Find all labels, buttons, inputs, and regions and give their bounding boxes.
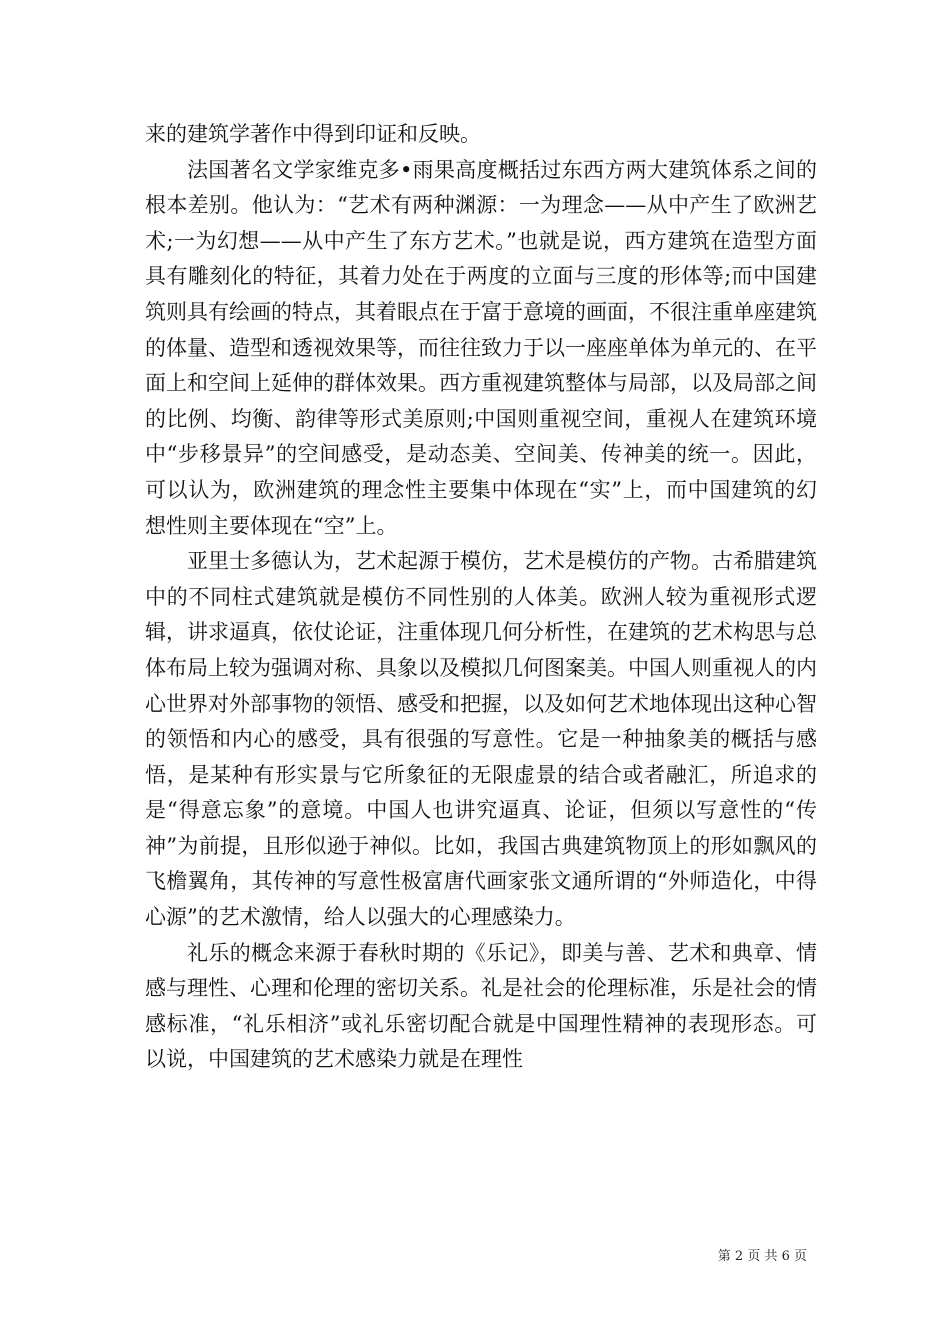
paragraph-aristotle: 亚里士多德认为，艺术起源于模仿，艺术是模仿的产物。古希腊建筑中的不同柱式建筑就是模仿不同性别的人体美。欧洲人较为重视形式逻辑，讲求逼真，依仗论证，注重体现几何分析性，在建筑的艺术构思与总体布局上较为强调对称、具象以及模拟几何图案美。中国人则重视人的内心世界对外部事物的领悟、感受和把握，以及如何艺术地体现出这种心智的领悟和内心的感受，具有很强的写意性。它是一种抽象美的概括与感悟，是某种有形实景与它所象征的无限虚景的结合或者融汇，所追求的是“得意忘象”的意境。中国人也讲究逼真、论证，但须以写意性的“传神”为前提，且形似逊于神似。比如，我国古典建筑物顶上的形如飘风的飞檐翼角，其传神的写意性极富唐代画家张文通所谓的“外师造化，中得心源”的艺术激情，给人以强大的心理感染力。 (145, 549, 817, 930)
body-text (145, 117, 817, 1078)
paragraph-continuation: 来的建筑学著作中得到印证和反映。 (145, 122, 481, 146)
paragraph-hugo: 法国著名文学家维克多•雨果高度概括过东西方两大建筑体系之间的根本差别。他认为：“艺术有两种渊源：一为理念——从中产生了欧洲艺术;一为幻想——从中产生了东方艺术。”也就是说，西方建筑在造型方面具有雕刻化的特征，其着力处在于两度的立面与三度的形体等;而中国建筑则具有绘画的特点，其着眼点在于富于意境的画面，不很注重单座建筑的体量、造型和透视效果等，而往往致力于以一座座单体为单元的、在平面上和空间上延伸的群体效果。西方重视建筑整体与局部，以及局部之间的比例、均衡、韵律等形式美原则;中国则重视空间，重视人在建筑环境中“步移景异”的空间感受，是动态美、空间美、传神美的统一。因此，可以认为，欧洲建筑的理念性主要集中体现在“实”上，而中国建筑的幻想性则主要体现在“空”上。 (145, 157, 817, 538)
paragraph-liyue: 礼乐的概念来源于春秋时期的《乐记》，即美与善、艺术和典章、情感与理性、心理和伦理的密切关系。礼是社会的伦理标准，乐是社会的情感标准，“礼乐相济”或礼乐密切配合就是中国理性精神的表现形态。可以说，中国建筑的艺术感染力就是在理性 (145, 940, 817, 1072)
page-number-footer: 第 2 页 共 6 页 (717, 1249, 807, 1264)
